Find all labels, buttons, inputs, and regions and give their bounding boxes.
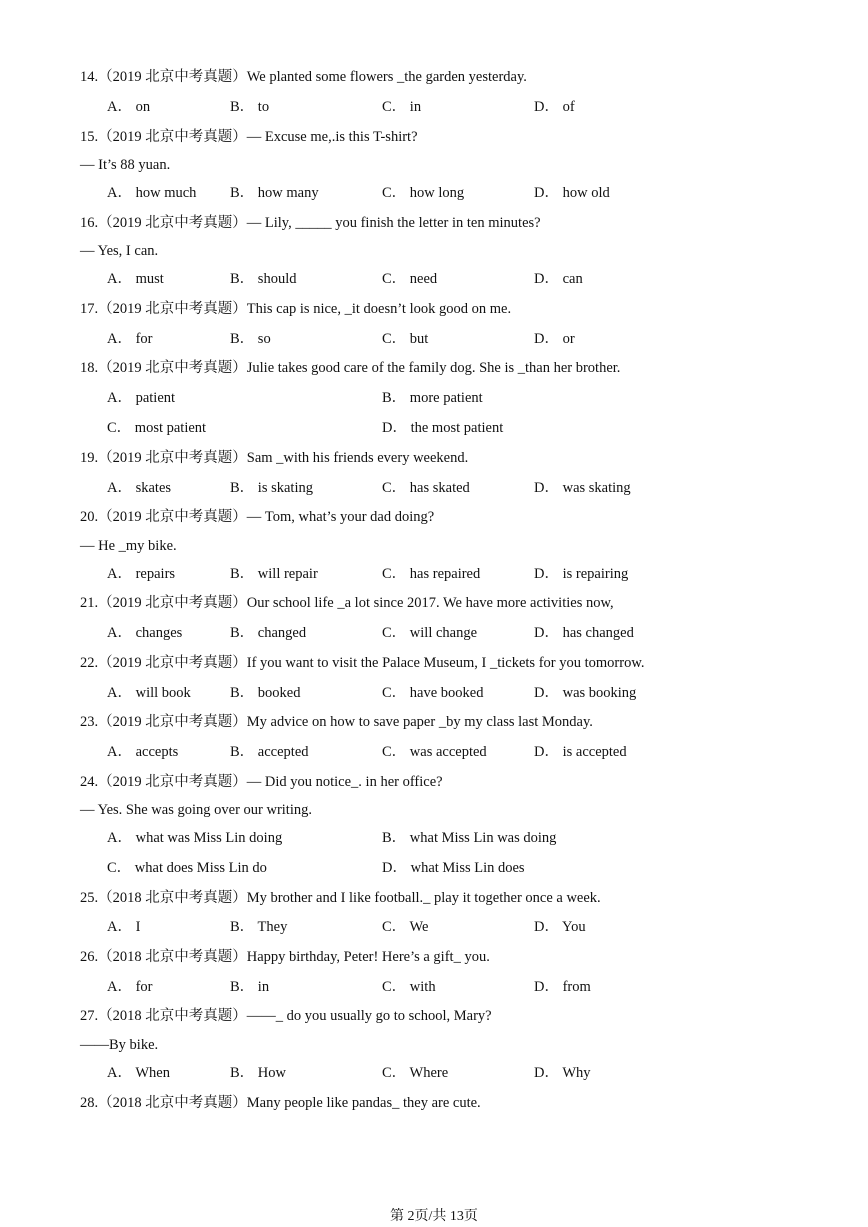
question-stem: 15.（2019 北京中考真题）— Excuse me,.is this T-shirt? — [80, 129, 418, 145]
option-a[interactable]: A． changes — [107, 625, 183, 641]
option-c[interactable]: C． need — [382, 271, 438, 287]
option-a[interactable]: A． for — [107, 331, 153, 347]
question-stem: 28.（2018 北京中考真题）Many people like pandas_ they are cute. — [80, 1095, 481, 1111]
option-row — [0, 565, 868, 583]
question-stem: 18.（2019 北京中考真题）Julie takes good care of the family dog. She is _than her brother. — [80, 360, 621, 376]
question-stem: 16.（2019 北京中考真题）— Lily, _____ you finish the letter in ten minutes? — [80, 215, 541, 231]
question-stem: 23.（2019 北京中考真题）My advice on how to save paper _by my class last Monday. — [80, 714, 593, 730]
question-stem: 25.（2018 北京中考真题）My brother and I like football._ play it together once a week. — [80, 890, 601, 906]
question-stem: 20.（2019 北京中考真题）— Tom, what’s your dad doing? — [80, 509, 435, 525]
option-b[interactable]: B． changed — [230, 625, 307, 641]
option-a[interactable]: A． repairs — [107, 566, 176, 582]
option-a[interactable]: A． how much — [107, 185, 197, 201]
option-d[interactable]: D． from — [534, 979, 591, 995]
option-b[interactable]: B． accepted — [230, 744, 309, 760]
option-d[interactable]: D． was skating — [534, 480, 631, 496]
option-c[interactable]: C． have booked — [382, 685, 484, 701]
question-stem: 14.（2019 北京中考真题）We planted some flowers _the garden yesterday. — [80, 69, 527, 85]
option-row — [0, 1064, 868, 1082]
option-d[interactable]: D． the most patient — [382, 420, 504, 436]
option-d[interactable]: D． is repairing — [534, 566, 629, 582]
option-a[interactable]: A． for — [107, 979, 153, 995]
question-stem: 21.（2019 北京中考真题）Our school life _a lot since 2017. We have more activities now, — [80, 595, 614, 611]
option-c[interactable]: C． most patient — [107, 420, 207, 436]
option-b[interactable]: B． more patient — [382, 390, 483, 406]
option-row — [0, 330, 868, 348]
option-b[interactable]: B． so — [230, 331, 271, 347]
option-row — [0, 684, 868, 702]
option-c[interactable]: C． with — [382, 979, 436, 995]
question-reply: — He _my bike. — [80, 538, 177, 554]
page-footer: 第 2页/共 13页 — [390, 1209, 478, 1224]
option-d[interactable]: D． or — [534, 331, 575, 347]
option-row — [0, 270, 868, 288]
option-a[interactable]: A． When — [107, 1065, 170, 1081]
option-b[interactable]: B． should — [230, 271, 297, 287]
option-row — [0, 978, 868, 996]
option-c[interactable]: C． was accepted — [382, 744, 487, 760]
option-d[interactable]: D． how old — [534, 185, 610, 201]
option-a[interactable]: A． patient — [107, 390, 176, 406]
option-b[interactable]: B． what Miss Lin was doing — [382, 830, 557, 846]
question-stem: 27.（2018 北京中考真题）——_ do you usually go to school, Mary? — [80, 1008, 492, 1024]
option-row — [0, 624, 868, 642]
option-c[interactable]: C． We — [382, 919, 429, 935]
option-a[interactable]: A． must — [107, 271, 164, 287]
option-b[interactable]: B． booked — [230, 685, 301, 701]
option-a[interactable]: A． will book — [107, 685, 191, 701]
option-row — [0, 389, 868, 407]
option-row — [0, 743, 868, 761]
question-reply: — Yes. She was going over our writing. — [80, 802, 312, 818]
option-c[interactable]: C． but — [382, 331, 429, 347]
option-b[interactable]: B． is skating — [230, 480, 313, 496]
option-row — [0, 419, 868, 437]
option-a[interactable]: A． what was Miss Lin doing — [107, 830, 283, 846]
option-row — [0, 859, 868, 877]
option-d[interactable]: D． can — [534, 271, 583, 287]
option-d[interactable]: D． of — [534, 99, 575, 115]
option-b[interactable]: B． They — [230, 919, 288, 935]
option-d[interactable]: D． is accepted — [534, 744, 627, 760]
option-d[interactable]: D． was booking — [534, 685, 637, 701]
option-c[interactable]: C． how long — [382, 185, 465, 201]
option-d[interactable]: D． Why — [534, 1065, 591, 1081]
question-reply: — It’s 88 yuan. — [80, 157, 171, 173]
option-c[interactable]: C． Where — [382, 1065, 449, 1081]
option-a[interactable]: A． on — [107, 99, 151, 115]
question-stem: 24.（2019 北京中考真题）— Did you notice_. in her office? — [80, 774, 443, 790]
option-a[interactable]: A． accepts — [107, 744, 179, 760]
option-c[interactable]: C． has repaired — [382, 566, 481, 582]
option-row — [0, 98, 868, 116]
option-c[interactable]: C． will change — [382, 625, 478, 641]
option-b[interactable]: B． how many — [230, 185, 319, 201]
question-stem: 22.（2019 北京中考真题）If you want to visit the Palace Museum, I _tickets for you tomorrow. — [80, 655, 645, 671]
option-row — [0, 184, 868, 202]
option-d[interactable]: D． You — [534, 919, 586, 935]
option-row — [0, 918, 868, 936]
option-d[interactable]: D． what Miss Lin does — [382, 860, 525, 876]
option-d[interactable]: D． has changed — [534, 625, 634, 641]
option-a[interactable]: A． I — [107, 919, 141, 935]
option-b[interactable]: B． in — [230, 979, 270, 995]
question-reply: ——By bike. — [80, 1037, 159, 1053]
question-stem: 17.（2019 北京中考真题）This cap is nice, _it doesn’t look good on me. — [80, 301, 512, 317]
option-c[interactable]: C． what does Miss Lin do — [107, 860, 267, 876]
option-a[interactable]: A． skates — [107, 480, 172, 496]
option-b[interactable]: B． to — [230, 99, 270, 115]
option-row — [0, 829, 868, 847]
option-b[interactable]: B． will repair — [230, 566, 318, 582]
question-reply: — Yes, I can. — [80, 243, 159, 259]
option-c[interactable]: C． has skated — [382, 480, 470, 496]
question-stem: 26.（2018 北京中考真题）Happy birthday, Peter! Here’s a gift_ you. — [80, 949, 490, 965]
option-b[interactable]: B． How — [230, 1065, 286, 1081]
option-c[interactable]: C． in — [382, 99, 422, 115]
question-stem: 19.（2019 北京中考真题）Sam _with his friends every weekend. — [80, 450, 469, 466]
option-row — [0, 479, 868, 497]
